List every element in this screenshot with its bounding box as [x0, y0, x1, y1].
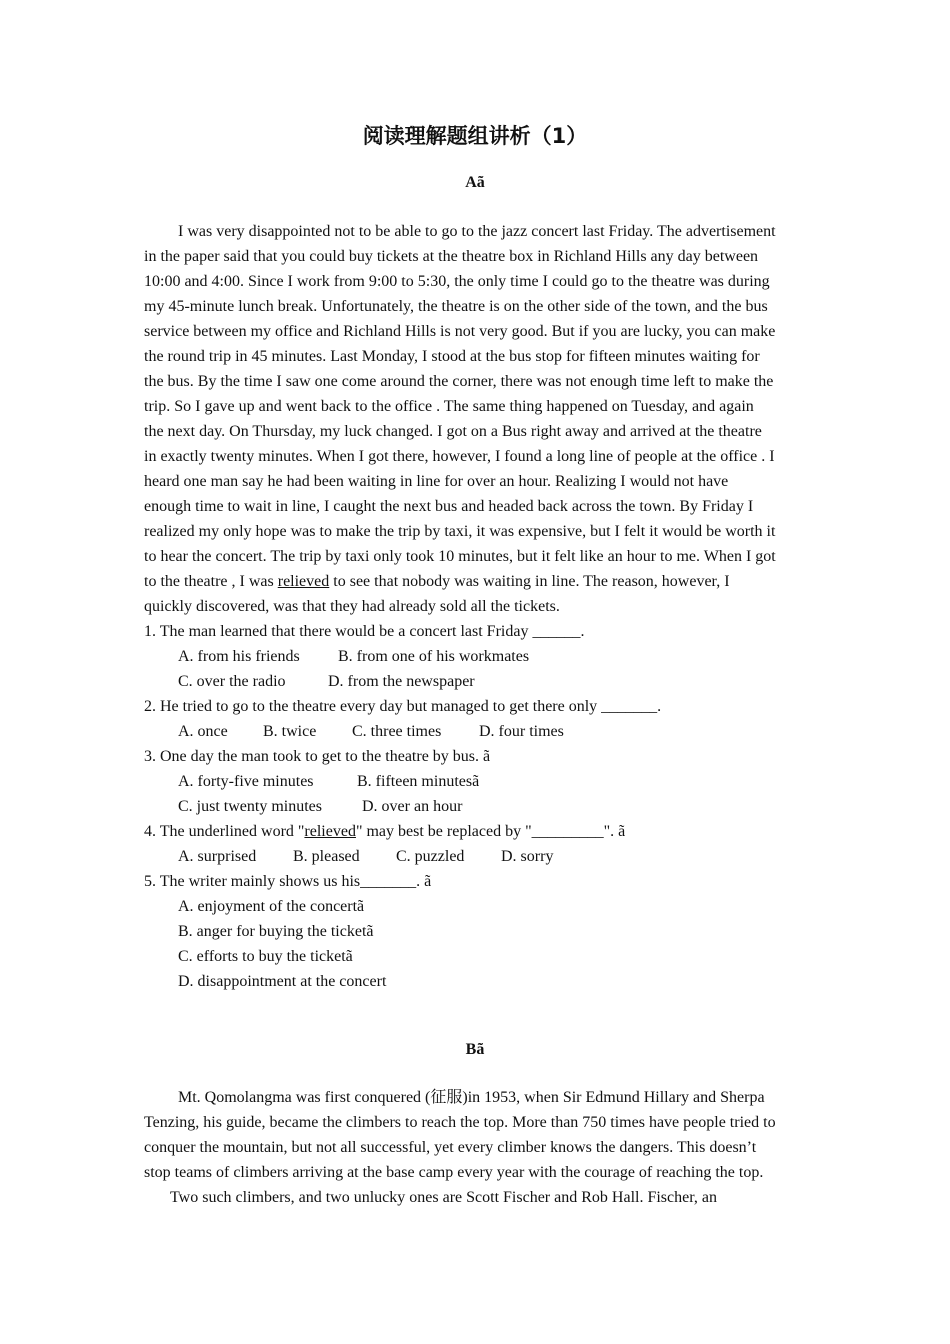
question-3-options-row-1 — [144, 769, 808, 794]
passage-line: the bus. By the time I saw one come around the corner, there was not enough time left to make the — [144, 373, 774, 390]
passage-line: my 45-minute lunch break. Unfortunately, the theatre is on the other side of the town, and the bus — [144, 298, 768, 315]
question-text: 4. The underlined word " — [144, 823, 305, 840]
q1-option-b: B. from one of his workmates — [338, 648, 530, 665]
q4-option-a: A. surprised — [178, 848, 257, 865]
question-1-options-row-2 — [144, 669, 808, 694]
q3-option-d: D. over an hour — [362, 798, 463, 815]
q5-option-d: D. disappointment at the concert — [178, 973, 387, 990]
passage-line: enough time to wait in line, I caught the next bus and headed back across the town. By Friday I — [144, 498, 754, 515]
q1-option-c: C. over the radio — [178, 673, 286, 690]
underlined-word: relieved — [304, 823, 356, 840]
section-a-heading: Aã — [465, 174, 485, 191]
q2-option-d: D. four times — [479, 723, 564, 740]
passage-line: to hear the concert. The trip by taxi only took 10 minutes, but it felt like an hour to me. When I got — [144, 548, 776, 565]
passage-line: I was very disappointed not to be able to go to the jazz concert last Friday. The advertisement — [178, 223, 776, 240]
question-2-options — [144, 719, 808, 744]
passage-line: the round trip in 45 minutes. Last Monday, I stood at the bus stop for fifteen minutes waiting for — [144, 348, 760, 365]
q2-option-a: A. once — [178, 723, 228, 740]
q5-option-b: B. anger for buying the ticketã — [178, 923, 374, 940]
passage-line: stop teams of climbers arriving at the base camp every year with the courage of reaching the top. — [144, 1164, 764, 1181]
q5-option-c: C. efforts to buy the ticketã — [178, 948, 353, 965]
passage-line: trip. So I gave up and went back to the office . The same thing happened on Tuesday, and again — [144, 398, 754, 415]
question-2-stem: 2. He tried to go to the theatre every day but managed to get there only _______. — [144, 698, 662, 715]
q4-option-d: D. sorry — [501, 848, 554, 865]
question-4-options — [144, 844, 808, 869]
q3-option-b: B. fifteen minutesã — [357, 773, 480, 790]
q4-option-b: B. pleased — [293, 848, 360, 865]
question-1-stem: 1. The man learned that there would be a concert last Friday ______. — [144, 623, 585, 640]
section-b-heading: Bã — [465, 1041, 485, 1058]
passage-line: quickly discovered, was that they had already sold all the tickets. — [144, 598, 560, 615]
question-text: " may best be replaced by "_________". ã — [355, 823, 626, 840]
question-3-stem: 3. One day the man took to get to the theatre by bus. ã — [144, 748, 491, 765]
page-title: 阅读理解题组讲析（1） — [362, 124, 588, 148]
question-5-stem: 5. The writer mainly shows us his_______. ã — [144, 873, 432, 890]
passage-line — [144, 569, 808, 594]
underlined-word: relieved — [277, 573, 330, 590]
passage-line: Two such climbers, and two unlucky ones are Scott Fischer and Rob Hall. Fischer, an — [170, 1189, 718, 1206]
question-3-options-row-2 — [144, 794, 808, 819]
q2-option-c: C. three times — [352, 723, 442, 740]
q5-option-a: A. enjoyment of the concertã — [178, 898, 365, 915]
q3-option-c: C. just twenty minutes — [178, 798, 322, 815]
q4-option-c: C. puzzled — [396, 848, 465, 865]
passage-line: in exactly twenty minutes. When I got there, however, I found a long line of people at the office . I — [144, 448, 775, 465]
passage-line: 10:00 and 4:00. Since I work from 9:00 to 5:30, the only time I could go to the theatre was during — [144, 273, 770, 290]
passage-line: in the paper said that you could buy tickets at the theatre box in Richland Hills any day between — [144, 248, 759, 265]
section-a-passage — [144, 219, 808, 994]
passage-text: to see that nobody was waiting in line. The reason, however, I — [329, 573, 730, 590]
passage-line: Tenzing, his guide, became the climbers to reach the top. More than 750 times have people tried to — [144, 1114, 776, 1131]
question-1-options-row-1 — [144, 644, 808, 669]
passage-line: Mt. Qomolangma was first conquered (征服)in 1953, when Sir Edmund Hillary and Sherpa — [178, 1089, 765, 1106]
q2-option-b: B. twice — [263, 723, 317, 740]
passage-line: realized my only hope was to make the trip by taxi, it was expensive, but I felt it would be worth it — [144, 523, 776, 540]
q1-option-a: A. from his friends — [178, 648, 300, 665]
q3-option-a: A. forty-five minutes — [178, 773, 314, 790]
passage-line: service between my office and Richland Hills is not very good. But if you are lucky, you can make — [144, 323, 776, 340]
passage-line: the next day. On Thursday, my luck changed. I got on a Bus right away and arrived at the theatre — [144, 423, 762, 440]
q1-option-d: D. from the newspaper — [328, 673, 475, 690]
section-b-passage — [144, 1085, 808, 1210]
question-4-stem — [144, 819, 808, 844]
passage-line: heard one man say he had been waiting in line for over an hour. Realizing I would not have — [144, 473, 729, 490]
passage-line: conquer the mountain, but not all successful, yet every climber knows the dangers. This doesn’t — [144, 1139, 757, 1156]
passage-text: to the theatre , I was — [144, 573, 278, 590]
